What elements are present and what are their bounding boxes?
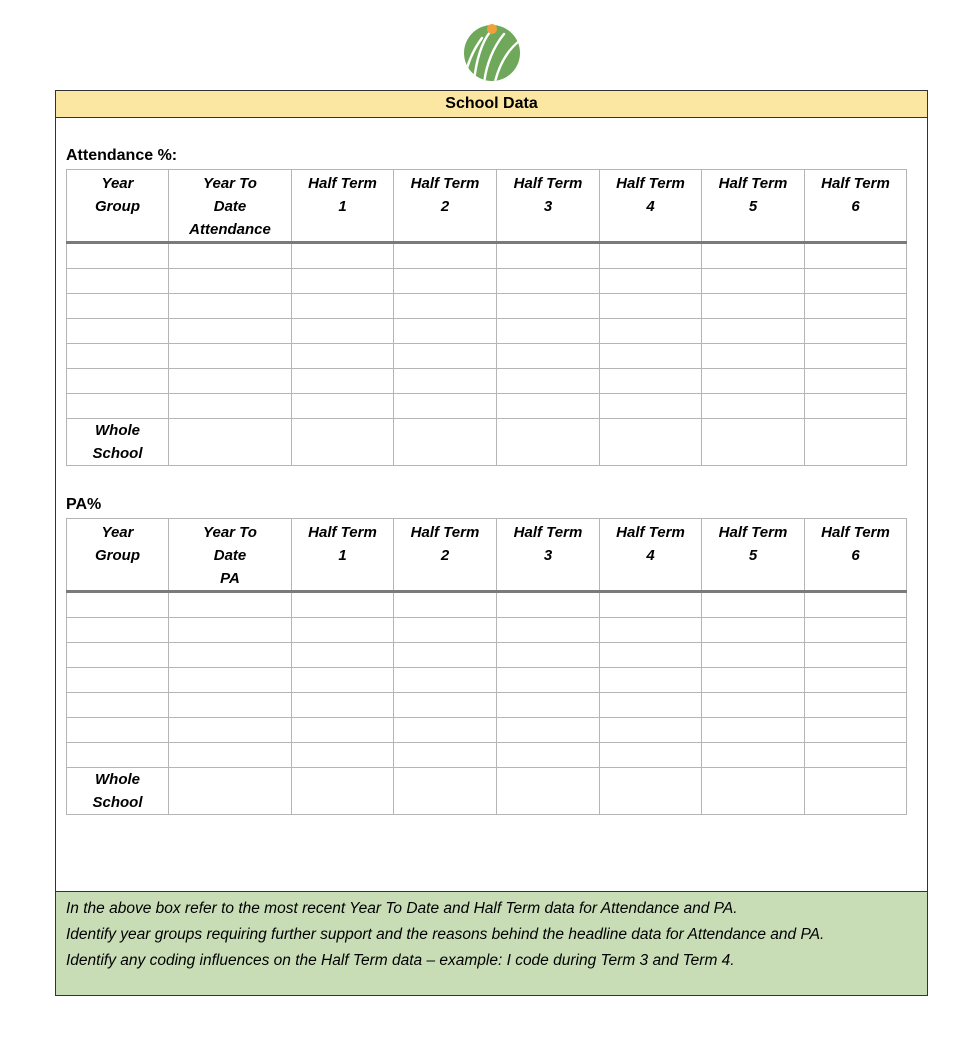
data-cell[interactable] [169,394,292,419]
column-header [600,170,702,243]
table-row [67,319,907,344]
table-row [67,618,907,643]
column-header [497,519,600,592]
data-cell[interactable] [67,394,169,419]
data-cell[interactable] [394,592,497,618]
data-cell[interactable] [67,269,169,294]
data-cell[interactable] [169,693,292,718]
data-cell[interactable] [497,369,600,394]
data-cell[interactable] [67,618,169,643]
data-cell[interactable] [497,693,600,718]
data-cell[interactable] [169,369,292,394]
column-header-line: Half Term [513,175,583,192]
column-header-line: Year To [203,524,257,541]
column-header-line: 6 [851,547,860,564]
data-cell[interactable] [292,768,394,815]
data-cell[interactable] [805,718,907,743]
data-cell[interactable] [394,743,497,768]
data-cell[interactable] [805,618,907,643]
table-row [67,643,907,668]
column-header-line: Half Term [821,524,890,541]
data-cell[interactable] [702,294,805,319]
data-cell[interactable] [600,592,702,618]
pa-table [66,518,907,815]
data-cell[interactable] [497,768,600,815]
data-cell[interactable] [702,369,805,394]
data-cell[interactable] [292,269,394,294]
data-cell[interactable] [702,618,805,643]
data-cell[interactable] [169,294,292,319]
table-row [67,693,907,718]
data-cell[interactable] [394,319,497,344]
data-cell[interactable] [67,592,169,618]
data-cell[interactable] [169,243,292,269]
table-row [67,592,907,618]
data-cell[interactable] [292,369,394,394]
data-cell[interactable] [805,668,907,693]
data-cell[interactable] [600,643,702,668]
data-cell[interactable] [600,743,702,768]
data-cell[interactable] [292,394,394,419]
data-cell[interactable] [292,668,394,693]
data-cell[interactable] [169,718,292,743]
data-cell[interactable] [292,743,394,768]
header-row [67,519,907,592]
column-header-line: 2 [440,198,450,215]
whole-school-label-line: Whole [95,771,140,788]
school-logo [460,20,524,82]
column-header-line: 6 [851,198,860,215]
column-header [169,519,292,592]
attendance-table [66,169,907,466]
data-cell[interactable] [394,369,497,394]
data-cell[interactable] [394,718,497,743]
data-cell[interactable] [805,294,907,319]
instruction-line: In the above box refer to the most recent Year To Date and Half Term data for Attendance and PA. [66,900,738,917]
data-cell[interactable] [67,294,169,319]
column-header-line: Half Term [410,175,480,192]
column-header-line: 3 [543,198,553,215]
column-header-line: 5 [748,198,758,215]
data-cell[interactable] [600,718,702,743]
data-cell[interactable] [497,668,600,693]
data-cell[interactable] [394,419,497,466]
data-cell[interactable] [394,643,497,668]
data-cell[interactable] [497,394,600,419]
data-cell[interactable] [394,394,497,419]
data-cell[interactable] [67,743,169,768]
leaf-logo-icon [460,20,524,82]
column-header-line: Half Term [821,175,890,192]
data-cell[interactable] [805,344,907,369]
column-header-line: Attendance [189,221,271,238]
data-cell[interactable] [292,693,394,718]
data-cell[interactable] [67,243,169,269]
column-header [702,170,805,243]
data-cell[interactable] [67,344,169,369]
data-cell[interactable] [600,319,702,344]
table-row [67,344,907,369]
column-header-line: Year To [203,175,257,192]
column-header-line: PA [220,570,240,587]
column-header-line: 2 [440,547,450,564]
data-cell[interactable] [394,768,497,815]
data-cell[interactable] [805,768,907,815]
column-header-line: Half Term [410,524,480,541]
data-cell[interactable] [805,319,907,344]
column-header [394,519,497,592]
data-cell[interactable] [292,643,394,668]
data-cell[interactable] [805,643,907,668]
table-row [67,743,907,768]
whole-school-row [67,768,907,815]
column-header-line: Half Term [308,175,377,192]
column-header [394,170,497,243]
data-cell[interactable] [702,768,805,815]
data-cell[interactable] [600,419,702,466]
pa-section-label: PA% [66,496,102,513]
column-header [702,519,805,592]
data-cell[interactable] [497,243,600,269]
column-header [600,519,702,592]
attendance-section-label: Attendance %: [66,147,178,164]
column-header [292,519,394,592]
column-header-line: Group [95,198,140,215]
data-cell[interactable] [394,693,497,718]
whole-school-label-line: Whole [95,422,140,439]
data-cell[interactable] [805,419,907,466]
column-header-line: Year [101,524,134,541]
column-header-line: Date [213,547,247,564]
table-row [67,369,907,394]
column-header-line: Year [101,175,134,192]
data-cell[interactable] [805,394,907,419]
data-cell[interactable] [497,643,600,668]
column-header [805,170,907,243]
data-cell[interactable] [497,269,600,294]
instructions-box [56,891,927,995]
data-cell[interactable] [292,718,394,743]
data-cell[interactable] [702,668,805,693]
data-cell[interactable] [67,668,169,693]
data-cell[interactable] [67,643,169,668]
column-header-line: Group [95,547,140,564]
data-cell[interactable] [497,294,600,319]
data-cell[interactable] [702,344,805,369]
data-cell[interactable] [702,419,805,466]
data-cell[interactable] [292,618,394,643]
column-header-line: Date [213,198,247,215]
data-cell[interactable] [497,319,600,344]
data-cell[interactable] [169,419,292,466]
data-cell[interactable] [292,344,394,369]
column-header-line: Half Term [616,524,685,541]
column-header-line: 3 [543,547,553,564]
data-cell[interactable] [497,344,600,369]
table-row [67,718,907,743]
data-cell[interactable] [394,668,497,693]
data-cell[interactable] [394,618,497,643]
header-row [67,170,907,243]
column-header [292,170,394,243]
data-cell[interactable] [702,319,805,344]
data-cell[interactable] [702,743,805,768]
table-row [67,243,907,269]
whole-school-label [67,419,169,466]
school-data-panel [55,90,928,996]
instruction-line: Identify any coding influences on the Half Term data – example: I code during Term 3 and Term 4. [66,952,735,969]
data-cell[interactable] [600,394,702,419]
data-cell[interactable] [169,269,292,294]
data-cell[interactable] [702,394,805,419]
data-cell[interactable] [292,243,394,269]
data-cell[interactable] [497,592,600,618]
panel-title: School Data [56,91,927,118]
whole-school-label [67,768,169,815]
data-cell[interactable] [292,419,394,466]
data-cell[interactable] [394,243,497,269]
whole-school-label-line: School [92,445,143,462]
data-cell[interactable] [497,419,600,466]
column-header [497,170,600,243]
column-header-line: 1 [338,547,347,564]
data-cell[interactable] [169,344,292,369]
data-cell[interactable] [67,319,169,344]
data-cell[interactable] [702,718,805,743]
table-row [67,294,907,319]
data-cell[interactable] [169,618,292,643]
column-header-line: 4 [646,547,655,564]
column-header-line: Half Term [308,524,377,541]
table-row [67,668,907,693]
column-header [805,519,907,592]
table-row [67,394,907,419]
data-cell[interactable] [702,643,805,668]
column-header-line: 1 [338,198,347,215]
data-cell[interactable] [292,319,394,344]
column-header [67,519,169,592]
instruction-line: Identify year groups requiring further support and the reasons behind the headline data for Attendance and PA. [66,926,825,943]
column-header [169,170,292,243]
data-cell[interactable] [67,718,169,743]
data-cell[interactable] [497,743,600,768]
data-cell[interactable] [497,618,600,643]
column-header [67,170,169,243]
data-cell[interactable] [805,693,907,718]
data-cell[interactable] [600,344,702,369]
data-cell[interactable] [394,344,497,369]
data-cell[interactable] [600,693,702,718]
data-cell[interactable] [805,592,907,618]
column-header-line: Half Term [616,175,685,192]
data-cell[interactable] [600,294,702,319]
column-header-line: Half Term [718,175,788,192]
data-cell[interactable] [292,294,394,319]
table-row [67,269,907,294]
whole-school-row [67,419,907,466]
data-cell[interactable] [600,243,702,269]
data-cell[interactable] [805,269,907,294]
data-cell[interactable] [600,618,702,643]
whole-school-label-line: School [92,794,143,811]
column-header-line: Half Term [718,524,788,541]
data-cell[interactable] [805,369,907,394]
data-cell[interactable] [702,693,805,718]
data-cell[interactable] [67,693,169,718]
data-cell[interactable] [702,243,805,269]
data-cell[interactable] [169,743,292,768]
data-cell[interactable] [805,743,907,768]
data-cell[interactable] [497,718,600,743]
data-cell[interactable] [702,269,805,294]
column-header-line: Half Term [513,524,583,541]
data-cell[interactable] [394,294,497,319]
data-cell[interactable] [169,592,292,618]
data-cell[interactable] [702,592,805,618]
data-cell[interactable] [600,269,702,294]
column-header-line: 5 [748,547,758,564]
data-cell[interactable] [169,643,292,668]
data-cell[interactable] [67,369,169,394]
data-cell[interactable] [292,592,394,618]
data-cell[interactable] [169,668,292,693]
data-cell[interactable] [805,243,907,269]
data-cell[interactable] [394,269,497,294]
data-cell[interactable] [169,768,292,815]
column-header-line: 4 [646,198,655,215]
data-cell[interactable] [600,369,702,394]
data-cell[interactable] [600,668,702,693]
data-cell[interactable] [169,319,292,344]
data-cell[interactable] [600,768,702,815]
